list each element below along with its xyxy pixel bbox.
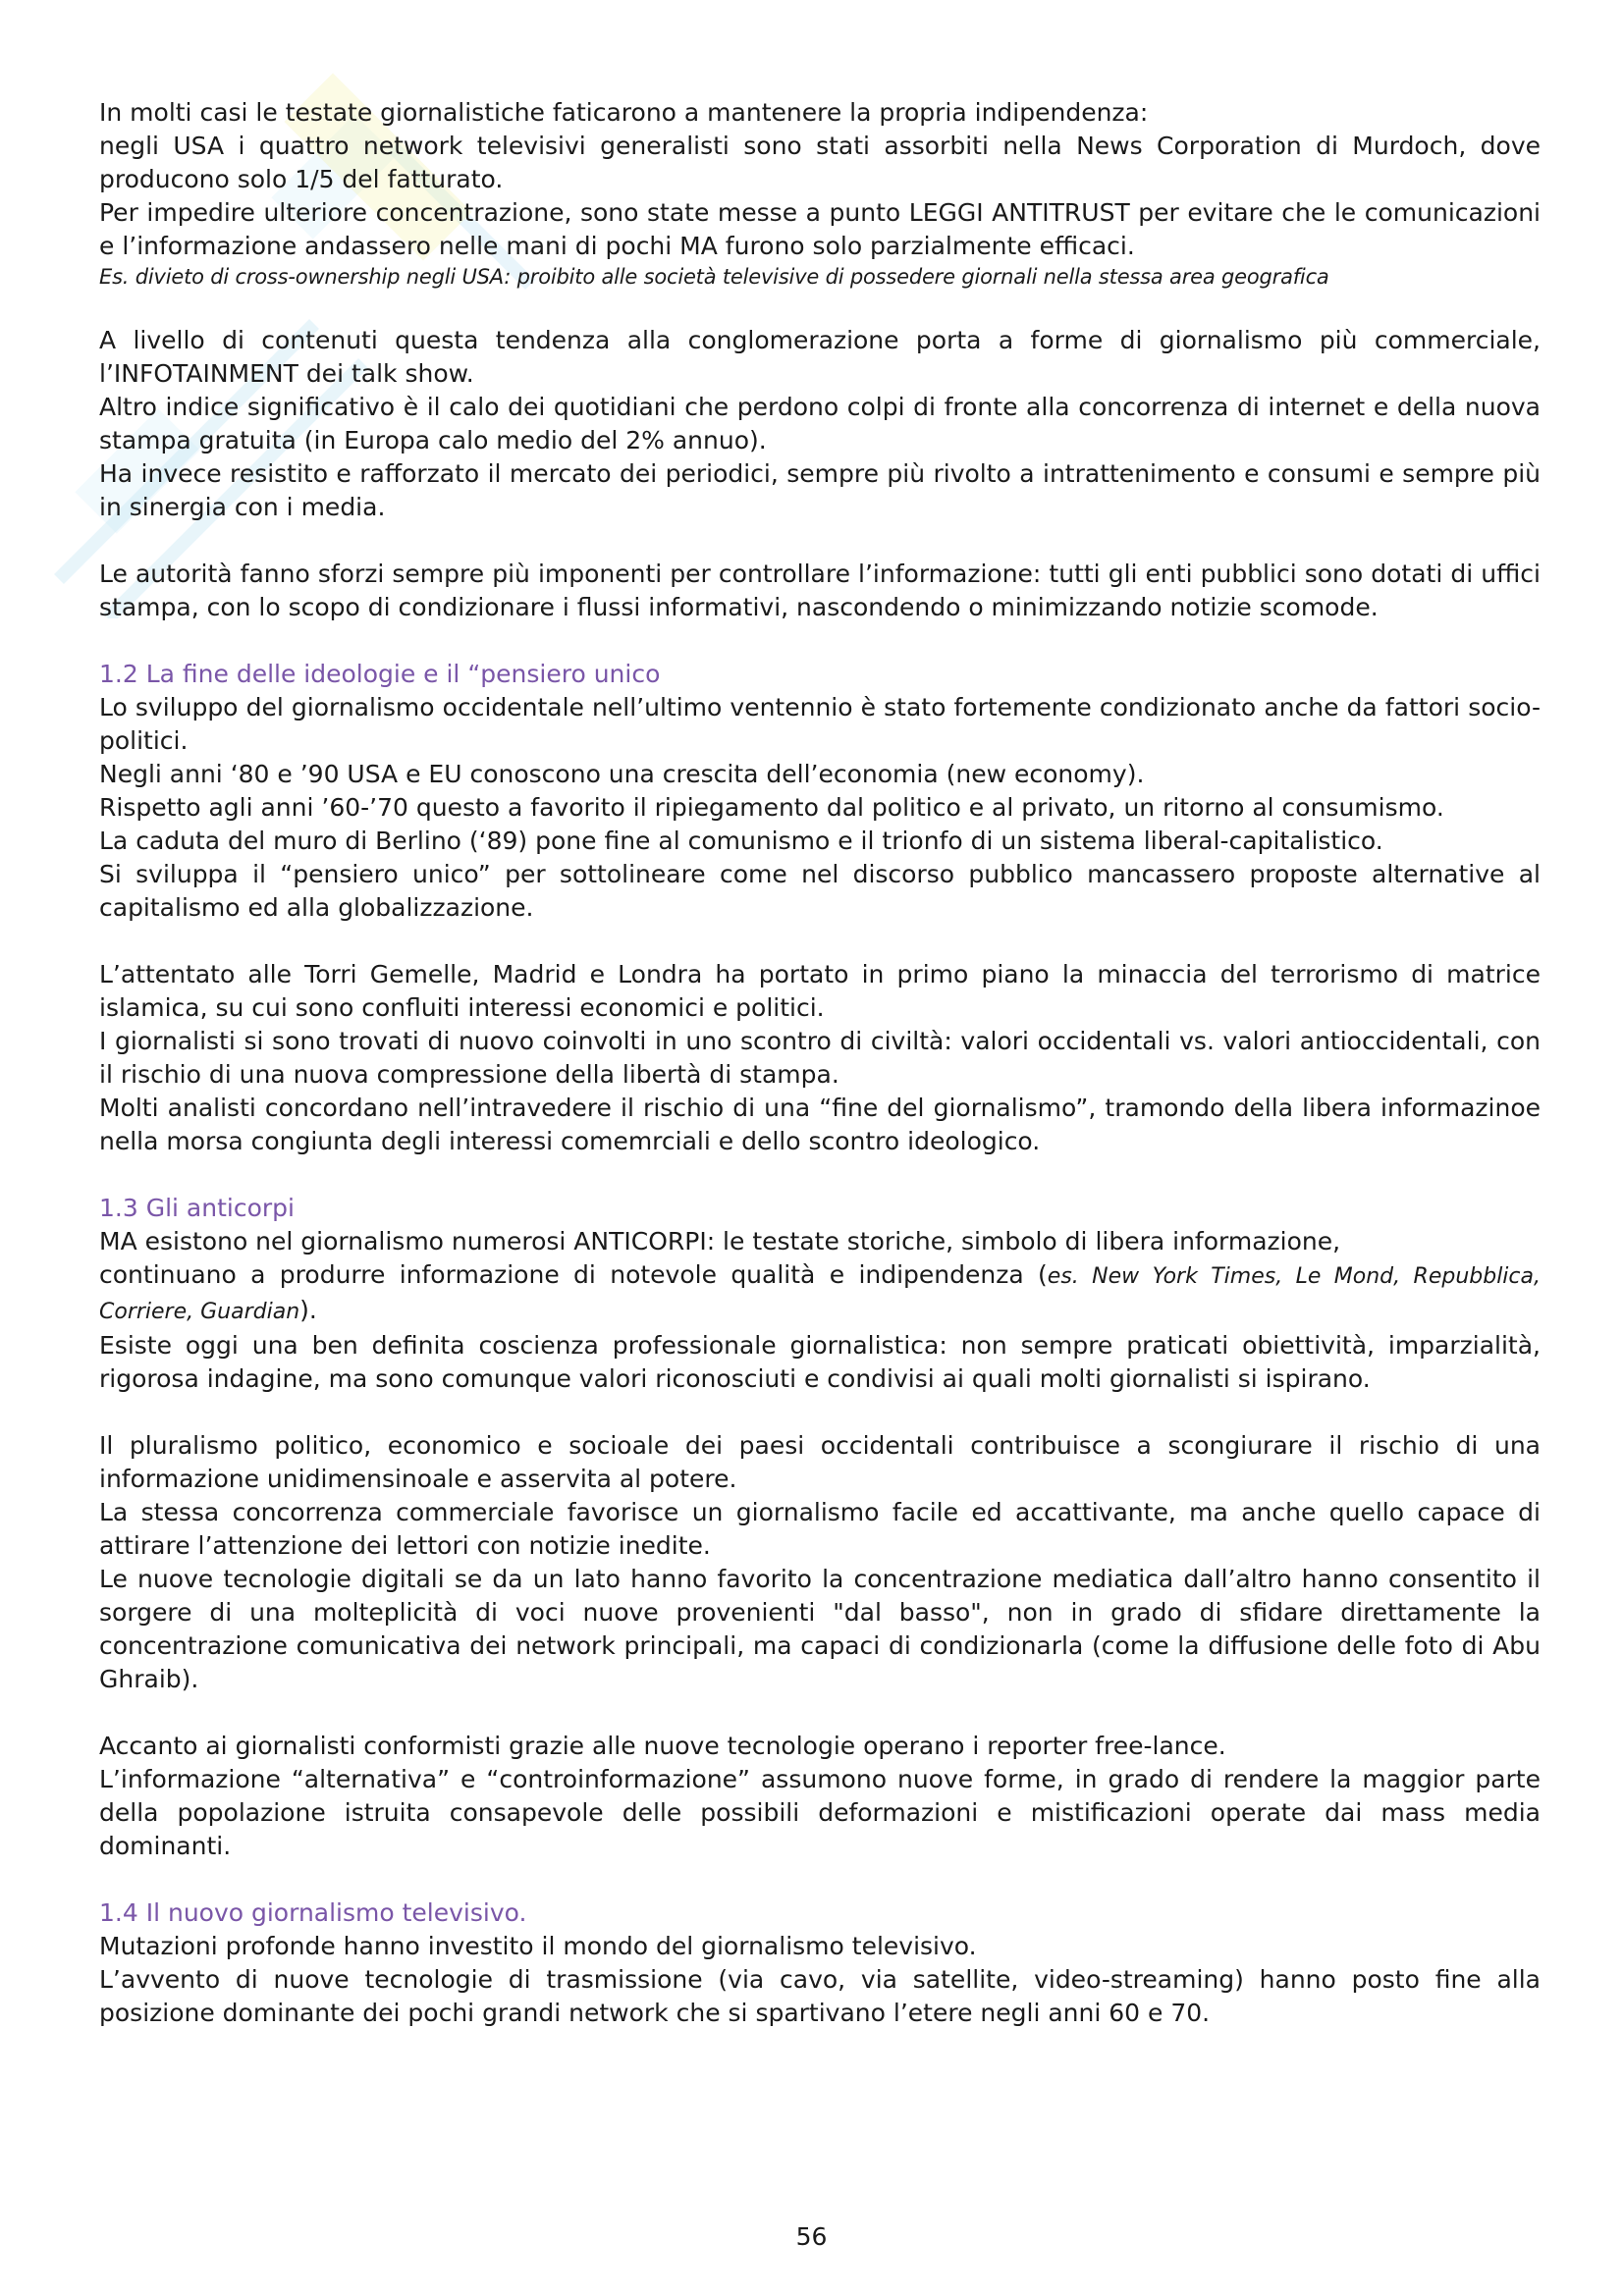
- paragraph: La caduta del muro di Berlino (‘89) pone fine al comunismo e il trionfo di un sistema liberal-capitalistico.: [99, 827, 1383, 855]
- paragraph: Mutazioni profonde hanno investito il mondo del giornalismo televisivo.: [99, 1932, 977, 1960]
- document-page: [99, 96, 1541, 2030]
- paragraph: Per impedire ulteriore concentrazione, sono state messe a punto LEGGI ANTITRUST per evitare che le comunicazioni e l’informazione andassero nelle mani di pochi MA furono solo parzialmente efficaci.: [99, 198, 1541, 260]
- spacer: [99, 1863, 1541, 1896]
- examples-text: es. New York Times, Le Mond, Repubblica, Corriere, Guardian: [99, 1264, 1541, 1324]
- paragraph-text: continuano a produrre informazione di notevole qualità e indipendenza (: [99, 1260, 1048, 1289]
- paragraph: Accanto ai giornalisti conformisti grazie alle nuove tecnologie operano i reporter free-lance.: [99, 1732, 1226, 1760]
- paragraph: L’avvento di nuove tecnologie di trasmissione (via cavo, via satellite, video-streaming) hanno posto fine alla posizione dominante dei pochi grandi network che si spartivano l’etere negli anni 60 e 70.: [99, 1965, 1541, 2027]
- spacer: [99, 1158, 1541, 1192]
- paragraph: [99, 1258, 1541, 1329]
- paragraph: Lo sviluppo del giornalismo occidentale nell’ultimo ventennio è stato fortemente condizionato anche da fattori socio-politici.: [99, 693, 1541, 755]
- paragraph: Altro indice significativo è il calo dei quotidiani che perdono colpi di fronte alla concorrenza di internet e della nuova stampa gratuita (in Europa calo medio del 2% annuo).: [99, 393, 1541, 454]
- paragraph: negli USA i quattro network televisivi generalisti sono stati assorbiti nella News Corporation di Murdoch, dove producono solo 1/5 del fatturato.: [99, 132, 1541, 193]
- paragraph: A livello di contenuti questa tendenza alla conglomerazione porta a forme di giornalismo più commerciale, l’INFOTAINMENT dei talk show.: [99, 326, 1541, 388]
- paragraph: Rispetto agli anni ’60-’70 questo a favorito il ripiegamento dal politico e al privato, un ritorno al consumismo.: [99, 793, 1444, 822]
- paragraph: MA esistono nel giornalismo numerosi ANTICORPI: le testate storiche, simbolo di libera informazione,: [99, 1227, 1341, 1255]
- spacer: [99, 524, 1541, 558]
- paragraph: L’attentato alle Torri Gemelle, Madrid e Londra ha portato in primo piano la minaccia del terrorismo di matrice islamica, su cui sono confluiti interessi economici e politici.: [99, 960, 1541, 1022]
- paragraph: Negli anni ‘80 e ’90 USA e EU conoscono una crescita dell’economia (new economy).: [99, 760, 1145, 788]
- paragraph: Le autorità fanno sforzi sempre più imponenti per controllare l’informazione: tutti gli enti pubblici sono dotati di uffici stampa, con lo scopo di condizionare i flussi informativi, nascondendo o minimizzando notizie scomode.: [99, 560, 1541, 621]
- paragraph: In molti casi le testate giornalistiche faticarono a mantenere la propria indipendenza:: [99, 98, 1149, 127]
- page-number: 56: [795, 2222, 828, 2251]
- paragraph: La stessa concorrenza commerciale favorisce un giornalismo facile ed accattivante, ma anche quello capace di attirare l’attenzione dei lettori con notizie inedite.: [99, 1498, 1541, 1560]
- paragraph: Molti analisti concordano nell’intravedere il rischio di una “fine del giornalismo”, tramondo della libera informazinoe nella morsa congiunta degli interessi comemrciali e dello scontro ideologico.: [99, 1094, 1541, 1155]
- paragraph: Ha invece resistito e rafforzato il mercato dei periodici, sempre più rivolto a intrattenimento e consumi e sempre più in sinergia con i media.: [99, 459, 1541, 521]
- spacer: [99, 925, 1541, 958]
- paragraph: I giornalisti si sono trovati di nuovo coinvolti in uno scontro di civiltà: valori occidentali vs. valori antioccidentali, con il rischio di una nuova compressione della libertà di stampa.: [99, 1027, 1541, 1089]
- section-heading: 1.4 Il nuovo giornalismo televisivo.: [99, 1898, 527, 1927]
- paragraph-text: ).: [299, 1296, 317, 1324]
- paragraph: Il pluralismo politico, economico e socioale dei paesi occidentali contribuisce a scongiurare il rischio di una informazione unidimensinoale e asservita al potere.: [99, 1431, 1541, 1493]
- section-heading: 1.2 La fine delle ideologie e il “pensiero unico: [99, 660, 661, 688]
- paragraph: Le nuove tecnologie digitali se da un lato hanno favorito la concentrazione mediatica dall’altro hanno consentito il sorgere di una molteplicità di voci nuove provenienti "dal basso", non in grado di sfidare direttamente la concentrazione comunicativa dei network principali, ma capaci di condizionarla (come la diffusione delle foto di Abu Ghraib).: [99, 1565, 1541, 1693]
- spacer: [99, 1396, 1541, 1429]
- example-note: Es. divieto di cross-ownership negli USA: proibito alle società televisive di possedere giornali nella stessa area geografica: [99, 265, 1329, 289]
- spacer: [99, 1696, 1541, 1730]
- section-heading: 1.3 Gli anticorpi: [99, 1194, 295, 1222]
- paragraph: Esiste oggi una ben definita coscienza professionale giornalistica: non sempre praticati obiettività, imparzialità, rigorosa indagine, ma sono comunque valori riconosciuti e condivisi ai quali molti giornalisti si ispirano.: [99, 1331, 1541, 1393]
- spacer: [99, 624, 1541, 658]
- spacer: [99, 291, 1541, 324]
- paragraph: Si sviluppa il “pensiero unico” per sottolineare come nel discorso pubblico mancassero proposte alternative al capitalismo ed alla globalizzazione.: [99, 860, 1541, 922]
- paragraph: L’informazione “alternativa” e “controinformazione” assumono nuove forme, in grado di rendere la maggior parte della popolazione istruita consapevole delle possibili deformazioni e mistificazioni operate dai mass media dominanti.: [99, 1765, 1541, 1860]
